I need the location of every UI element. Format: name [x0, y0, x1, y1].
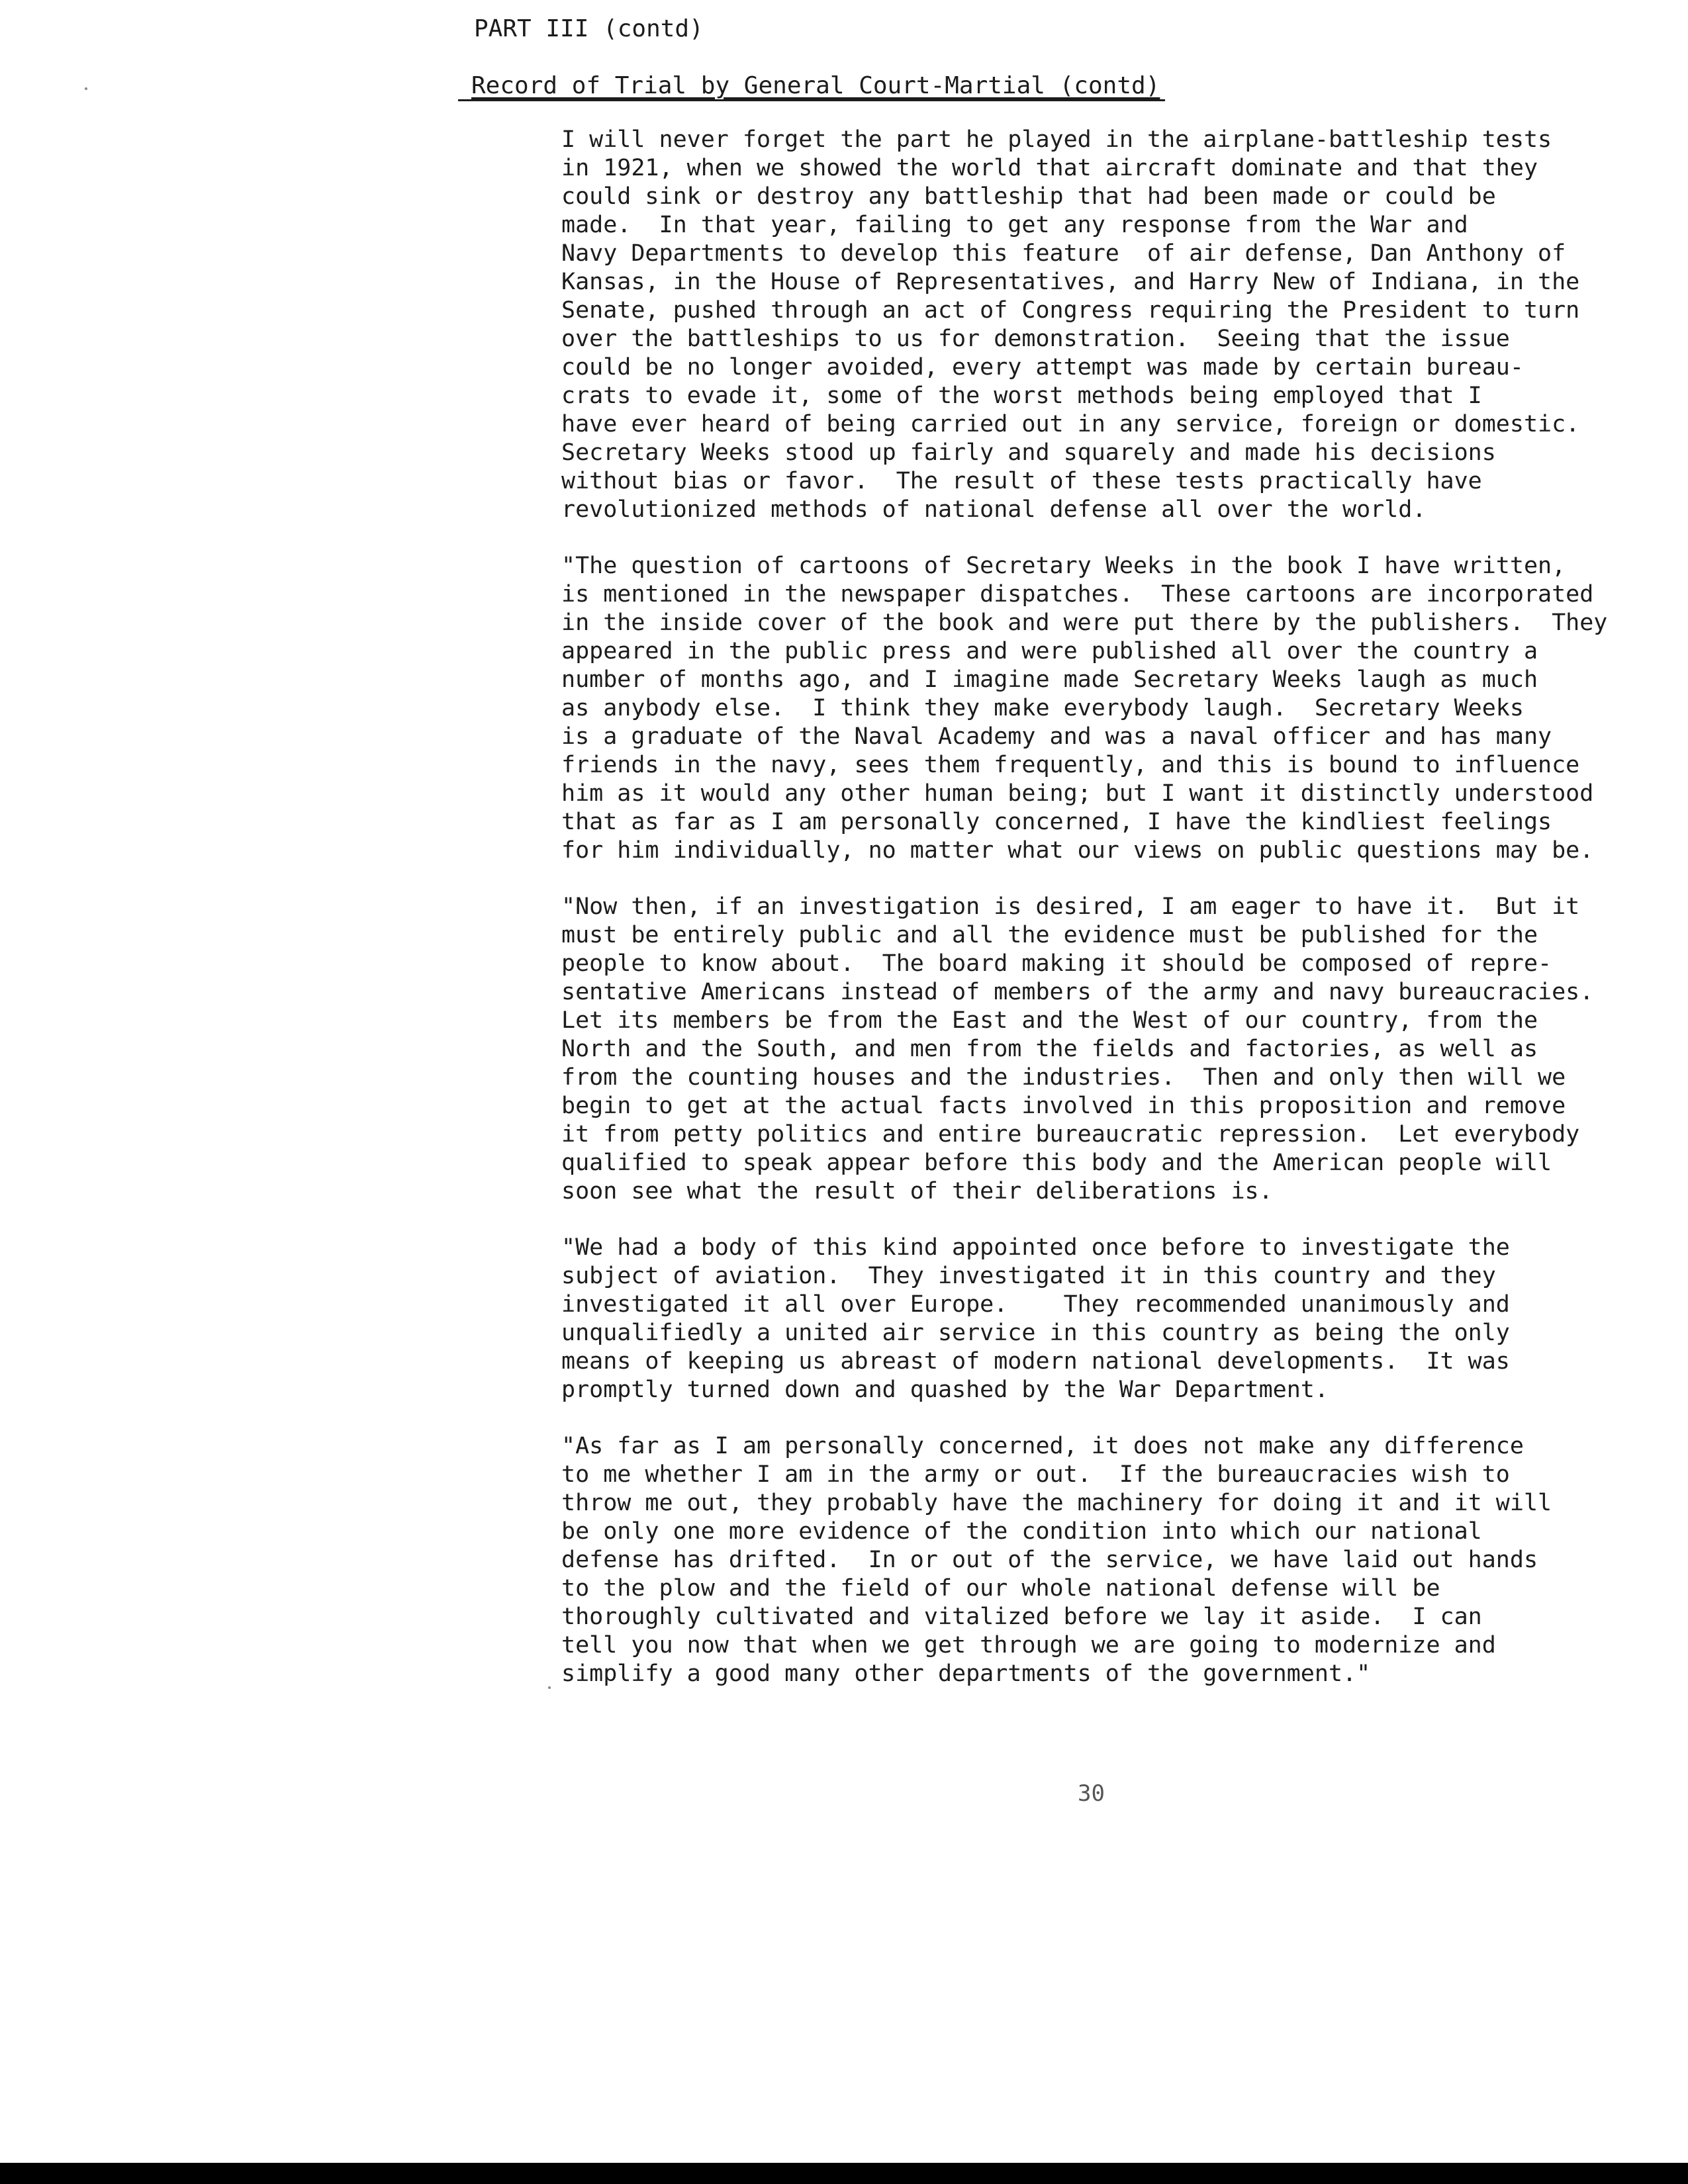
scan-speck — [85, 87, 87, 90]
body-text — [561, 126, 1647, 1716]
heading-rule — [458, 99, 1165, 101]
paragraph: "As far as I am personally concerned, it does not make any difference to me whether I am in the army or out. If the bureaucracies wish to throw me out, they probably have the machinery for doing it and it will be only one more evidence of the condition into which our national defense has drifted. In or out of the service, we have laid out hands to the plow and the field of our whole national defense will be thoroughly cultivated and vitalized before we lay it aside. I can tell you now that when we get through we are going to modernize and simplify a good many other departments of the government." — [561, 1433, 1552, 1687]
page-number: 30 — [1078, 1780, 1105, 1807]
paragraph: "We had a body of this kind appointed once before to investigate the subject of aviation. They investigated it in this country and they investigated it all over Europe. They recommended unanimously and unqualifiedly a united air service in this country as being the only means of keeping us abreast of modern national developments. It was promptly turned down and quashed by the War Department. — [561, 1234, 1510, 1403]
paragraph: I will never forget the part he played in the airplane-battleship tests in 1921, when we showed the world that aircraft dominate and that they could sink or destroy any battleship that had been made or could be made. In that year, failing to get any response from the War and Navy Departments to develop this feature of air defense, Dan Anthony of Kansas, in the House of Representatives, and Harry New of Indiana, in the Senate, pushed through an act of Congress requiring the President to turn over the battleships to us for demonstration. Seeing that the issue could be no longer avoided, every attempt was made by certain bureau- crats to evade it, some of the worst methods being employed that I have ever heard of being carried out in any service, foreign or domestic. Secretary Weeks stood up fairly and squarely and made his decisions without bias or favor. The result of these tests practically have revolutionized methods of national defense all over the world. — [561, 126, 1580, 523]
part-heading: PART III (contd) — [474, 15, 704, 42]
section-heading: Record of Trial by General Court-Martial (contd) — [471, 72, 1160, 99]
paragraph: "Now then, if an investigation is desired, I am eager to have it. But it must be entirely public and all the evidence must be published for the people to know about. The board making it should be composed of repre- sentative Americans instead of members of the army and navy bureaucracies. Let its members be from the East and the West of our country, from the North and the South, and men from the fields and factories, as well as from the counting houses and the industries. Then and only then will we begin to get at the actual facts involved in this proposition and remove it from petty politics and entire bureaucratic repression. Let everybody qualified to speak appear before this body and the American people will soon see what the result of their deliberations is. — [561, 893, 1594, 1205]
paragraph: "The question of cartoons of Secretary Weeks in the book I have written, is mentioned in the newspaper dispatches. These cartoons are incorporated in the inside cover of the book and were put there by the publishers. They appeared in the public press and were published all over the country a number of months ago, and I imagine made Secretary Weeks laugh as much as anybody else. I think they make everybody laugh. Secretary Weeks is a graduate of the Naval Academy and was a naval officer and has many friends in the navy, sees them frequently, and this is bound to influence him as it would any other human being; but I want it distinctly understood that as far as I am personally concerned, I have the kindliest feelings for him individually, no matter what our views on public questions may be. — [561, 553, 1608, 864]
scan-border — [0, 2163, 1688, 2184]
scan-speck — [548, 1686, 551, 1689]
